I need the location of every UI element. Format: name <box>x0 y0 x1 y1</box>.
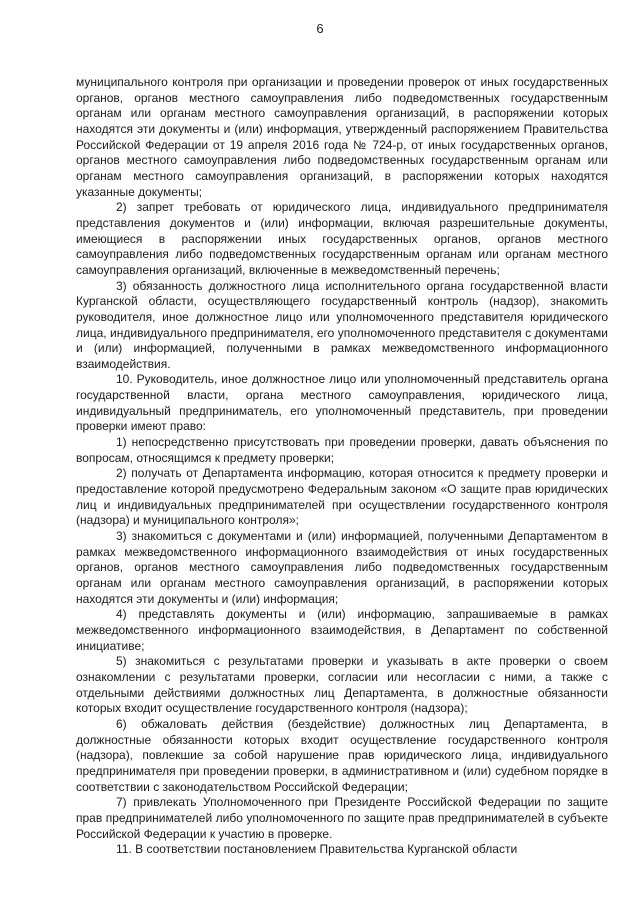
paragraph-right-2: 2) получать от Департамента информацию, которая относится к предмету проверки и предоставление которой предусмотрено Федеральным законом «О защите прав юридических лиц и индивидуальных предпринимателей при осуществлении государственного контроля (надзора) и муниципального контроля»; <box>76 466 608 528</box>
paragraph-right-6: 6) обжаловать действия (бездействие) должностных лиц Департамента, в должностные обязанности которых входит осуществление государственного контроля (надзора), повлекшие за собой нарушение прав юридического лица, индивидуального предпринимателя при проведении проверки, в административном и (или) судебном порядке в соответствии с законодательством Российской Федерации; <box>76 716 608 794</box>
paragraph-item-3-obligation: 3) обязанность должностного лица исполнительного органа государственной власти Курганской области, осуществляющего государственный контроль (надзор), знакомить руководителя, иное должностное лицо или уполномоченного представителя юридического лица, индивидуального предпринимателя, его уполномоченного представителя с документами и (или) информацией, полученными в рамках межведомственного информационного взаимодействия. <box>76 278 608 371</box>
page-number: 6 <box>316 21 324 36</box>
paragraph-right-3: 3) знакомиться с документами и (или) информацией, полученными Департаментом в рамках межведомственного информационного взаимодействия от иных государственных органов, органов местного самоуправления либо подведомственных государственным органам или органам местного самоуправления организаций, в распоряжении которых находятся эти документы и (или) информация; <box>76 529 608 606</box>
paragraph-right-4: 4) представлять документы и (или) информацию, запрашиваемые в рамках межведомственного информационного взаимодействия, в Департамент по собственной инициативе; <box>76 607 608 653</box>
paragraph-right-5: 5) знакомиться с результатами проверки и указывать в акте проверки о своем ознакомлении с результатами проверки, согласии или несогласии с ними, а также с отдельными действиями должностных лиц Департамента, в должностные обязанности которых входит осуществление государственного контроля (надзора); <box>76 654 608 716</box>
paragraph-clause-11: 11. В соответствии постановлением Правительства Курганской области <box>116 842 518 857</box>
paragraph-continuation: муниципального контроля при организации и проведении проверок от иных государственных органов, органов местного самоуправления либо подведомственных государственным органам или органам местного самоуправления организаций, в распоряжении которых находятся эти документы и (или) информация, утвержденный распоряжением Правительства Российской Федерации от 19 апреля 2016 года № 724-р, от иных государственных органов, органов местного самоуправления либо подведомственных государственным органам или органам местного самоуправления организаций, в распоряжении которых находятся указанные документы; <box>76 75 608 199</box>
paragraph-right-7: 7) привлекать Уполномоченного при Президенте Российской Федерации по защите прав предпринимателей либо уполномоченного по защите прав предпринимателей в субъекте Российской Федерации к участию в проверке. <box>76 795 608 841</box>
document-body <box>76 75 608 858</box>
paragraph-clause-10: 10. Руководитель, иное должностное лицо или уполномоченный представитель органа государственной власти, органа местного самоуправления, юридического лица, индивидуальный предприниматель, его уполномоченный представитель, при проведении проверки имеют право: <box>76 372 608 434</box>
paragraph-item-2-prohibition: 2) запрет требовать от юридического лица, индивидуального предпринимателя представления документов и (или) информации, включая разрешительные документы, имеющиеся в распоряжении иных государственных органов, органов местного самоуправления либо подведомственных государственным органам или органам местного самоуправления организаций, включенные в межведомственный перечень; <box>76 200 608 277</box>
paragraph-right-1: 1) непосредственно присутствовать при проведении проверки, давать объяснения по вопросам, относящимся к предмету проверки; <box>76 435 608 465</box>
